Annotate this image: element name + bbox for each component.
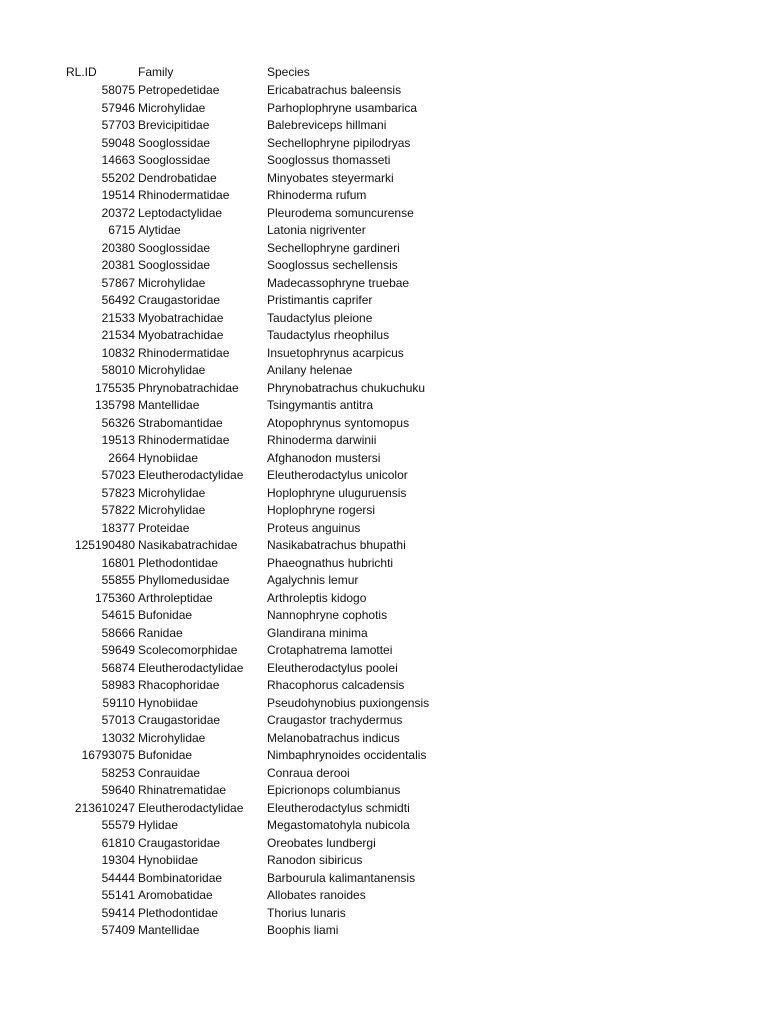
family-cell: Sooglossidae <box>138 240 211 255</box>
species-cell: Nasikabatrachus bhupathi <box>267 538 406 552</box>
table-row <box>0 887 768 905</box>
family-cell: Microhylidae <box>138 100 206 115</box>
family-cell: Dendrobatidae <box>138 170 217 185</box>
table-header-row <box>0 64 768 82</box>
family-cell: Bufonidae <box>138 608 193 622</box>
species-cell: Rhinoderma darwinii <box>267 433 377 447</box>
species-cell: Taudactylus pleione <box>267 310 373 325</box>
table-row <box>0 905 768 923</box>
table-row <box>0 765 768 783</box>
family-cell: Hynobiidae <box>138 853 199 867</box>
family-cell: Craugastoridae <box>138 293 221 307</box>
rl-id-cell: 19514 <box>101 188 135 202</box>
rl-id-cell: 55202 <box>101 170 135 185</box>
table-row <box>0 415 768 433</box>
family-cell: Mantellidae <box>138 923 200 937</box>
species-cell: Phaeognathus hubrichti <box>267 555 394 570</box>
family-cell: Microhylidae <box>138 730 206 745</box>
rl-id-cell: 19513 <box>101 433 135 447</box>
rl-id-cell: 58010 <box>101 363 135 377</box>
family-cell: Sooglossidae <box>138 135 211 150</box>
rl-id-cell: 20381 <box>101 258 135 272</box>
species-cell: Anilany helenae <box>267 363 353 377</box>
species-cell: Hoplophryne uluguruensis <box>267 485 407 500</box>
table-row <box>0 450 768 468</box>
family-cell: Sooglossidae <box>138 258 211 272</box>
table-row <box>0 800 768 818</box>
header-species: Species <box>267 65 310 79</box>
rl-id-cell: 2664 <box>108 450 135 465</box>
rl-id-cell: 6715 <box>108 223 135 237</box>
family-cell: Sooglossidae <box>138 153 211 167</box>
table-row <box>0 327 768 345</box>
species-cell: Sechellophryne gardineri <box>267 240 400 255</box>
species-cell: Megastomatohyla nubicola <box>267 818 410 832</box>
family-cell: Petropedetidae <box>138 83 220 97</box>
family-cell: Phyllomedusidae <box>138 573 230 587</box>
species-cell: Allobates ranoides <box>267 888 366 902</box>
family-cell: Craugastoridae <box>138 713 221 727</box>
species-cell: Balebreviceps hillmani <box>267 118 387 132</box>
table-row <box>0 432 768 450</box>
species-cell: Eleutherodactylus unicolor <box>267 468 408 482</box>
family-cell: Conrauidae <box>138 765 201 780</box>
species-cell: Eleutherodactylus poolei <box>267 660 398 675</box>
family-cell: Rhinatrematidae <box>138 783 227 797</box>
rl-id-cell: 58075 <box>101 83 135 97</box>
species-cell: Pseudohynobius puxiongensis <box>267 695 430 710</box>
rl-id-cell: 57703 <box>101 118 135 132</box>
family-cell: Craugastoridae <box>138 835 221 850</box>
table-row <box>0 870 768 888</box>
table-row <box>0 607 768 625</box>
family-cell: Microhylidae <box>138 485 206 500</box>
species-table <box>0 64 768 940</box>
species-cell: Ranodon sibiricus <box>267 853 363 867</box>
family-cell: Leptodactylidae <box>138 205 223 220</box>
table-row <box>0 117 768 135</box>
family-cell: Strabomantidae <box>138 415 223 430</box>
rl-id-cell: 54615 <box>101 608 135 622</box>
family-cell: Myobatrachidae <box>138 328 224 342</box>
rl-id-cell: 57013 <box>101 713 135 727</box>
table-row <box>0 695 768 713</box>
family-cell: Ranidae <box>138 625 183 640</box>
species-cell: Phrynobatrachus chukuchuku <box>267 380 426 395</box>
species-cell: Pristimantis caprifer <box>267 293 373 307</box>
table-row <box>0 537 768 555</box>
table-row <box>0 590 768 608</box>
rl-id-cell: 59640 <box>101 783 135 797</box>
family-cell: Eleutherodactylidae <box>138 468 244 482</box>
table-row <box>0 922 768 940</box>
table-row <box>0 520 768 538</box>
species-cell: Hoplophryne rogersi <box>267 503 376 517</box>
rl-id-cell: 58253 <box>101 765 135 780</box>
table-row <box>0 555 768 573</box>
species-cell: Glandirana minima <box>267 625 368 640</box>
family-cell: Eleutherodactylidae <box>138 660 244 675</box>
table-row <box>0 502 768 520</box>
species-cell: Sooglossus sechellensis <box>267 258 398 272</box>
family-cell: Arthroleptidae <box>138 590 213 605</box>
family-cell: Proteidae <box>138 520 190 535</box>
rl-id-cell: 57409 <box>101 923 135 937</box>
species-cell: Madecassophryne truebae <box>267 275 410 290</box>
species-cell: Rhacophorus calcadensis <box>267 678 405 692</box>
table-row <box>0 712 768 730</box>
species-cell: Nannophryne cophotis <box>267 608 388 622</box>
species-cell: Boophis liami <box>267 923 339 937</box>
family-cell: Hylidae <box>138 818 179 832</box>
table-row <box>0 852 768 870</box>
table-row <box>0 152 768 170</box>
table-row <box>0 257 768 275</box>
table-row <box>0 275 768 293</box>
species-cell: Sooglossus thomasseti <box>267 153 391 167</box>
species-cell: Epicrionops columbianus <box>267 783 401 797</box>
table-row <box>0 240 768 258</box>
family-cell: Hynobiidae <box>138 695 199 710</box>
table-row <box>0 310 768 328</box>
species-cell: Afghanodon mustersi <box>267 450 381 465</box>
species-cell: Ericabatrachus baleensis <box>267 83 402 97</box>
rl-id-cell: 58666 <box>101 625 135 640</box>
rl-id-cell: 125190480 <box>74 538 135 552</box>
rl-id-cell: 135798 <box>94 398 135 412</box>
rl-id-cell: 21534 <box>101 328 135 342</box>
species-cell: Parhoplophryne usambarica <box>267 100 418 115</box>
family-cell: Rhinodermatidae <box>138 188 230 202</box>
rl-id-cell: 57023 <box>101 468 135 482</box>
species-cell: Insuetophrynus acarpicus <box>267 345 404 360</box>
table-row <box>0 187 768 205</box>
table-row <box>0 660 768 678</box>
table-row <box>0 467 768 485</box>
species-cell: Proteus anguinus <box>267 520 361 535</box>
family-cell: Nasikabatrachidae <box>138 538 238 552</box>
rl-id-cell: 20380 <box>101 240 135 255</box>
rl-id-cell: 59649 <box>101 643 135 657</box>
species-cell: Barbourula kalimantanensis <box>267 870 416 885</box>
rl-id-cell: 16793075 <box>81 748 135 762</box>
rl-id-cell: 13032 <box>101 730 135 745</box>
species-cell: Crotaphatrema lamottei <box>267 643 393 657</box>
family-cell: Myobatrachidae <box>138 310 224 325</box>
rl-id-cell: 61810 <box>101 835 135 850</box>
species-cell: Taudactylus rheophilus <box>267 328 390 342</box>
table-row <box>0 205 768 223</box>
rl-id-cell: 19304 <box>101 853 135 867</box>
family-cell: Eleutherodactylidae <box>138 800 244 815</box>
species-cell: Atopophrynus syntomopus <box>267 415 410 430</box>
family-cell: Microhylidae <box>138 503 206 517</box>
rl-id-cell: 18377 <box>101 520 135 535</box>
family-cell: Phrynobatrachidae <box>138 380 239 395</box>
species-cell: Latonia nigriventer <box>267 223 366 237</box>
rl-id-cell: 56874 <box>101 660 135 675</box>
family-cell: Rhinodermatidae <box>138 433 230 447</box>
header-rl-id: RL.ID <box>66 65 97 79</box>
table-row <box>0 485 768 503</box>
rl-id-cell: 59048 <box>101 135 135 150</box>
species-cell: Nimbaphrynoides occidentalis <box>267 748 427 762</box>
rl-id-cell: 57867 <box>101 275 135 290</box>
species-cell: Sechellophryne pipilodryas <box>267 135 411 150</box>
family-cell: Mantellidae <box>138 398 200 412</box>
family-cell: Bufonidae <box>138 748 193 762</box>
table-row <box>0 135 768 153</box>
family-cell: Alytidae <box>138 223 181 237</box>
rl-id-cell: 21533 <box>101 310 135 325</box>
species-cell: Melanobatrachus indicus <box>267 730 400 745</box>
table-row <box>0 380 768 398</box>
family-cell: Plethodontidae <box>138 555 219 570</box>
rl-id-cell: 55855 <box>101 573 135 587</box>
rl-id-cell: 10832 <box>101 345 135 360</box>
rl-id-cell: 56492 <box>101 293 135 307</box>
species-cell: Thorius lunaris <box>267 905 346 920</box>
rl-id-cell: 58983 <box>101 678 135 692</box>
rl-id-cell: 54444 <box>101 870 135 885</box>
species-cell: Arthroleptis kidogo <box>267 590 367 605</box>
rl-id-cell: 57823 <box>101 485 135 500</box>
rl-id-cell: 213610247 <box>74 800 135 815</box>
species-cell: Pleurodema somuncurense <box>267 205 414 220</box>
family-cell: Hynobiidae <box>138 450 199 465</box>
species-cell: Conraua derooi <box>267 765 350 780</box>
species-cell: Craugastor trachydermus <box>267 713 403 727</box>
species-cell: Oreobates lundbergi <box>267 835 376 850</box>
table-row <box>0 100 768 118</box>
rl-id-cell: 59414 <box>101 905 135 920</box>
table-row <box>0 170 768 188</box>
table-row <box>0 817 768 835</box>
family-cell: Brevicipitidae <box>138 118 210 132</box>
species-cell: Agalychnis lemur <box>267 573 359 587</box>
table-row <box>0 345 768 363</box>
table-row <box>0 362 768 380</box>
family-cell: Rhacophoridae <box>138 678 220 692</box>
table-row <box>0 782 768 800</box>
species-cell: Rhinoderma rufum <box>267 188 367 202</box>
rl-id-cell: 56326 <box>101 415 135 430</box>
rl-id-cell: 20372 <box>101 205 135 220</box>
species-cell: Eleutherodactylus schmidti <box>267 800 410 815</box>
table-row <box>0 730 768 748</box>
species-cell: Minyobates steyermarki <box>267 170 394 185</box>
table-row <box>0 642 768 660</box>
table-row <box>0 572 768 590</box>
table-row <box>0 625 768 643</box>
header-family: Family <box>138 65 174 79</box>
rl-id-cell: 55141 <box>101 888 135 902</box>
rl-id-cell: 16801 <box>101 555 135 570</box>
family-cell: Rhinodermatidae <box>138 345 230 360</box>
family-cell: Scolecomorphidae <box>138 643 238 657</box>
table-row <box>0 222 768 240</box>
rl-id-cell: 57946 <box>101 100 135 115</box>
family-cell: Aromobatidae <box>138 888 213 902</box>
rl-id-cell: 55579 <box>101 818 135 832</box>
table-row <box>0 747 768 765</box>
rl-id-cell: 175360 <box>94 590 135 605</box>
family-cell: Microhylidae <box>138 275 206 290</box>
rl-id-cell: 59110 <box>102 695 135 710</box>
table-body <box>0 82 768 940</box>
table-row <box>0 397 768 415</box>
family-cell: Plethodontidae <box>138 905 219 920</box>
family-cell: Bombinatoridae <box>138 870 223 885</box>
species-cell: Tsingymantis antitra <box>267 398 374 412</box>
rl-id-cell: 57822 <box>101 503 135 517</box>
rl-id-cell: 14663 <box>101 153 135 167</box>
table-row <box>0 292 768 310</box>
table-row <box>0 835 768 853</box>
table-row <box>0 82 768 100</box>
table-row <box>0 677 768 695</box>
family-cell: Microhylidae <box>138 363 206 377</box>
rl-id-cell: 175535 <box>94 380 135 395</box>
